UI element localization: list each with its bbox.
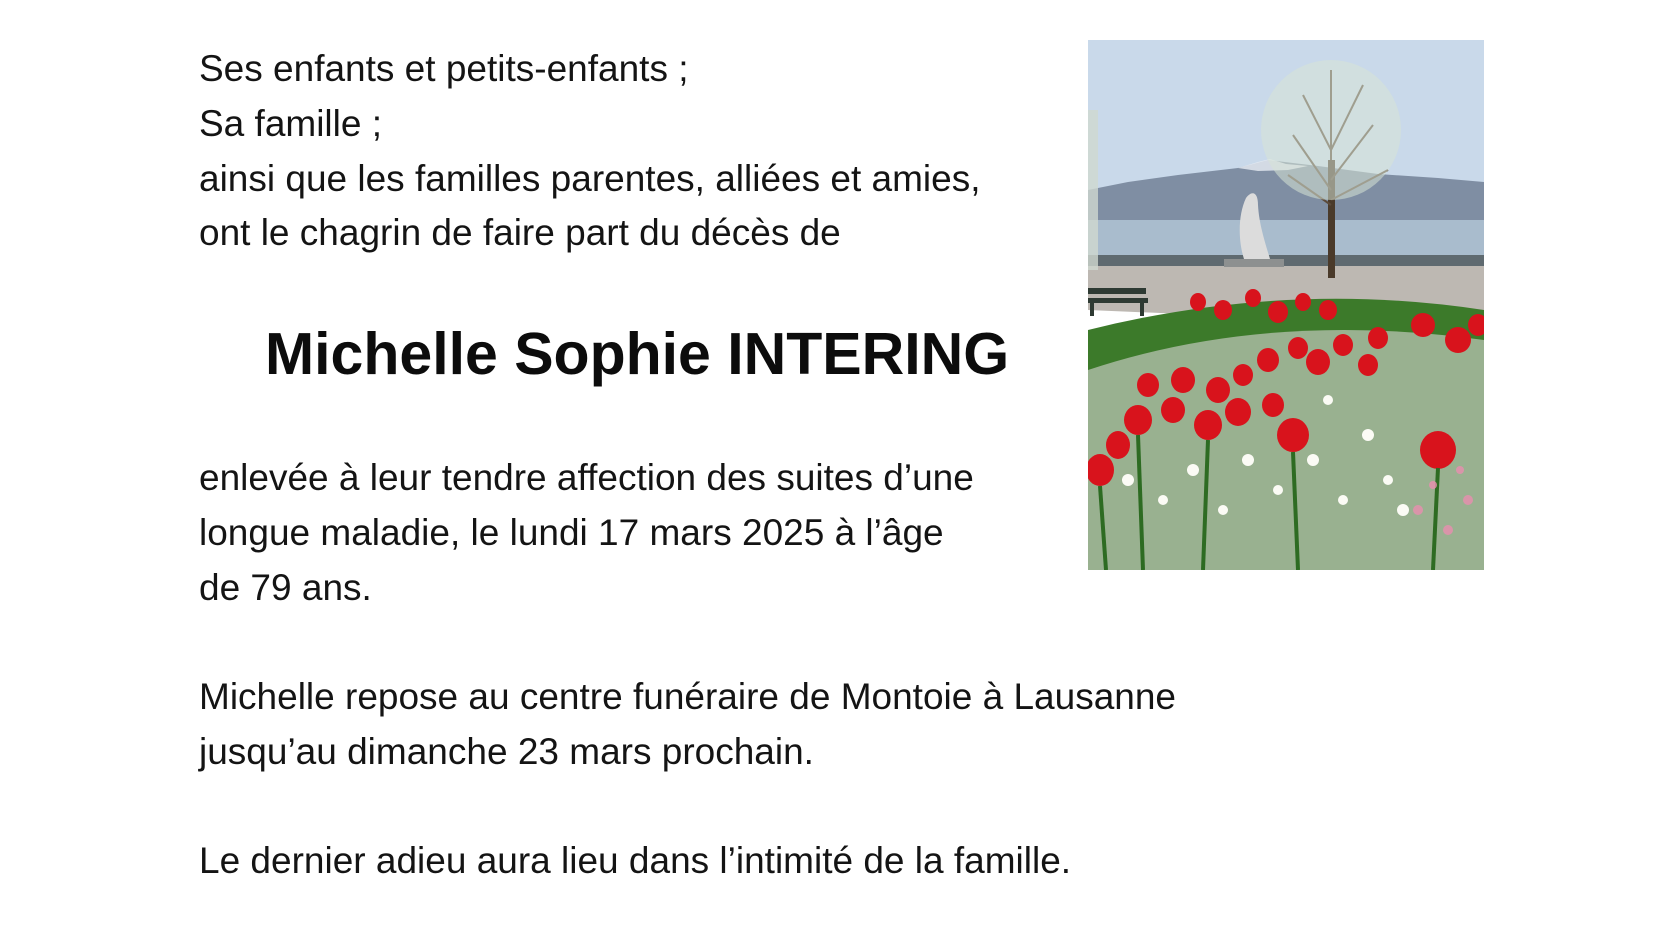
viewing-line-2: jusqu’au dimanche 23 mars prochain.: [199, 731, 814, 772]
intro-line-3: ainsi que les familles parentes, alliées et amies,: [199, 158, 981, 199]
photo-illustration: [1088, 40, 1484, 570]
intro-line-1: Ses enfants et petits-enfants ;: [199, 48, 689, 89]
memorial-photo: [1088, 40, 1484, 570]
intro-line-2: Sa famille ;: [199, 103, 383, 144]
viewing-line-1: Michelle repose au centre funéraire de Montoie à Lausanne: [199, 676, 1177, 717]
circumstance-line-1: enlevée à leur tendre affection des suites d’une: [199, 457, 974, 498]
farewell-line: Le dernier adieu aura lieu dans l’intimité de la famille.: [199, 840, 1072, 881]
circumstance-line-3: de 79 ans.: [199, 567, 372, 608]
circumstance-line-2: longue maladie, le lundi 17 mars 2025 à l’âge: [199, 512, 944, 553]
deceased-name: Michelle Sophie INTERING: [265, 321, 1010, 387]
intro-line-4: ont le chagrin de faire part du décès de: [199, 212, 841, 253]
